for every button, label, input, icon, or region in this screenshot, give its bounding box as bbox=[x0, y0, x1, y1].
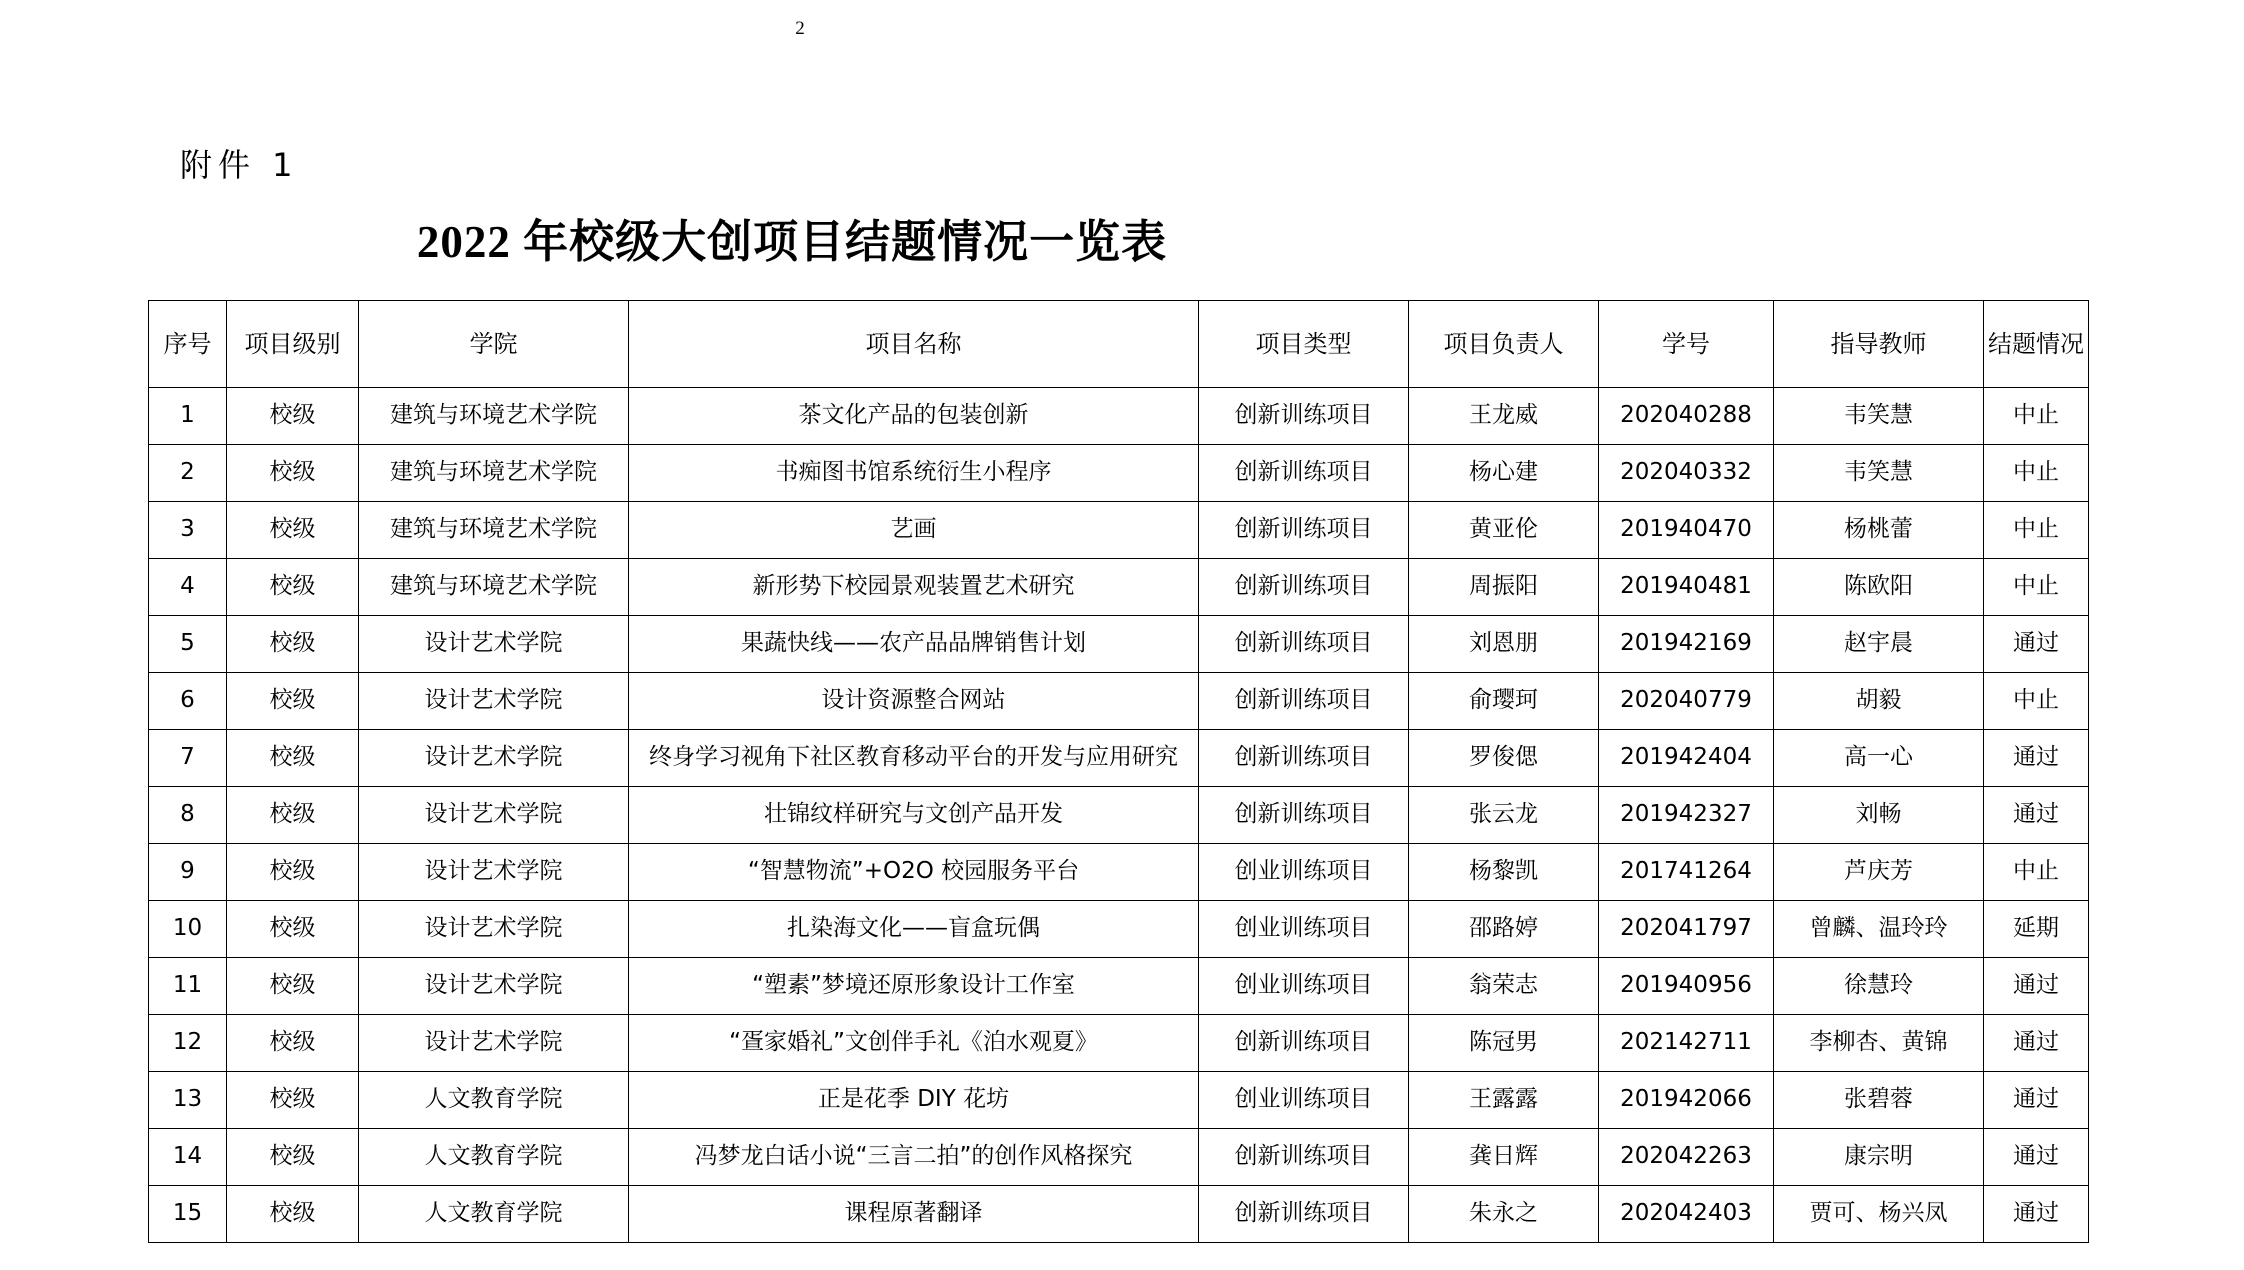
cell-student-id: 201942327 bbox=[1599, 787, 1774, 844]
cell-student-id: 202040779 bbox=[1599, 673, 1774, 730]
cell-project-name: 扎染海文化——盲盒玩偶 bbox=[629, 901, 1199, 958]
cell-project-type: 创新训练项目 bbox=[1199, 1186, 1409, 1243]
column-header-status: 结题情况 bbox=[1984, 301, 2089, 388]
cell-advisor: 赵宇晨 bbox=[1774, 616, 1984, 673]
cell-advisor: 贾可、杨兴凤 bbox=[1774, 1186, 1984, 1243]
cell-level: 校级 bbox=[227, 1186, 359, 1243]
table-row bbox=[149, 388, 2089, 445]
cell-advisor: 韦笑慧 bbox=[1774, 445, 1984, 502]
cell-college: 设计艺术学院 bbox=[359, 1015, 629, 1072]
cell-leader: 罗俊偲 bbox=[1409, 730, 1599, 787]
table-row bbox=[149, 1072, 2089, 1129]
cell-level: 校级 bbox=[227, 901, 359, 958]
cell-leader: 王露露 bbox=[1409, 1072, 1599, 1129]
cell-index: 14 bbox=[149, 1129, 227, 1186]
cell-project-type: 创新训练项目 bbox=[1199, 445, 1409, 502]
cell-leader: 陈冠男 bbox=[1409, 1015, 1599, 1072]
cell-project-type: 创新训练项目 bbox=[1199, 1015, 1409, 1072]
cell-leader: 黄亚伦 bbox=[1409, 502, 1599, 559]
cell-project-name: 果蔬快线——农产品品牌销售计划 bbox=[629, 616, 1199, 673]
cell-student-id: 201940470 bbox=[1599, 502, 1774, 559]
cell-status: 中止 bbox=[1984, 388, 2089, 445]
table-row bbox=[149, 1015, 2089, 1072]
cell-status: 中止 bbox=[1984, 502, 2089, 559]
cell-college: 建筑与环境艺术学院 bbox=[359, 445, 629, 502]
table-row bbox=[149, 559, 2089, 616]
cell-student-id: 202041797 bbox=[1599, 901, 1774, 958]
cell-index: 8 bbox=[149, 787, 227, 844]
cell-status: 中止 bbox=[1984, 445, 2089, 502]
cell-index: 7 bbox=[149, 730, 227, 787]
column-header-project-type: 项目类型 bbox=[1199, 301, 1409, 388]
cell-project-name: 艺画 bbox=[629, 502, 1199, 559]
cell-index: 15 bbox=[149, 1186, 227, 1243]
cell-index: 12 bbox=[149, 1015, 227, 1072]
table-row bbox=[149, 958, 2089, 1015]
cell-leader: 邵路婷 bbox=[1409, 901, 1599, 958]
cell-status: 中止 bbox=[1984, 673, 2089, 730]
table-row bbox=[149, 730, 2089, 787]
cell-student-id: 201940956 bbox=[1599, 958, 1774, 1015]
column-header-student-id: 学号 bbox=[1599, 301, 1774, 388]
table-row bbox=[149, 787, 2089, 844]
table-row bbox=[149, 445, 2089, 502]
cell-college: 设计艺术学院 bbox=[359, 673, 629, 730]
cell-project-type: 创业训练项目 bbox=[1199, 1072, 1409, 1129]
page-title-text: 2022 年校级大创项目结题情况一览表 bbox=[416, 217, 1168, 267]
attachment-label: 附件 1 bbox=[180, 146, 299, 184]
cell-project-type: 创新训练项目 bbox=[1199, 502, 1409, 559]
cell-leader: 龚日辉 bbox=[1409, 1129, 1599, 1186]
cell-level: 校级 bbox=[227, 1015, 359, 1072]
project-completion-table bbox=[148, 300, 2089, 1243]
cell-college: 设计艺术学院 bbox=[359, 730, 629, 787]
table-header-row bbox=[149, 301, 2089, 388]
cell-student-id: 201942169 bbox=[1599, 616, 1774, 673]
cell-status: 延期 bbox=[1984, 901, 2089, 958]
table-row bbox=[149, 502, 2089, 559]
cell-project-type: 创新训练项目 bbox=[1199, 616, 1409, 673]
cell-project-name: 冯梦龙白话小说“三言二拍”的创作风格探究 bbox=[629, 1129, 1199, 1186]
column-header-leader: 项目负责人 bbox=[1409, 301, 1599, 388]
cell-advisor: 胡毅 bbox=[1774, 673, 1984, 730]
cell-leader: 俞璎珂 bbox=[1409, 673, 1599, 730]
cell-level: 校级 bbox=[227, 730, 359, 787]
cell-level: 校级 bbox=[227, 673, 359, 730]
table-row bbox=[149, 1129, 2089, 1186]
cell-project-name: 茶文化产品的包装创新 bbox=[629, 388, 1199, 445]
cell-college: 设计艺术学院 bbox=[359, 901, 629, 958]
cell-advisor: 康宗明 bbox=[1774, 1129, 1984, 1186]
cell-level: 校级 bbox=[227, 958, 359, 1015]
cell-college: 设计艺术学院 bbox=[359, 616, 629, 673]
cell-college: 人文教育学院 bbox=[359, 1072, 629, 1129]
cell-index: 13 bbox=[149, 1072, 227, 1129]
cell-college: 建筑与环境艺术学院 bbox=[359, 502, 629, 559]
cell-index: 4 bbox=[149, 559, 227, 616]
cell-leader: 翁荣志 bbox=[1409, 958, 1599, 1015]
cell-status: 通过 bbox=[1984, 958, 2089, 1015]
cell-student-id: 201741264 bbox=[1599, 844, 1774, 901]
cell-leader: 杨黎凯 bbox=[1409, 844, 1599, 901]
cell-leader: 周振阳 bbox=[1409, 559, 1599, 616]
cell-college: 设计艺术学院 bbox=[359, 958, 629, 1015]
project-table-wrapper bbox=[148, 300, 2088, 1243]
cell-project-name: 课程原著翻译 bbox=[629, 1186, 1199, 1243]
cell-leader: 杨心建 bbox=[1409, 445, 1599, 502]
cell-project-name: 书痴图书馆系统衍生小程序 bbox=[629, 445, 1199, 502]
column-header-project-name: 项目名称 bbox=[629, 301, 1199, 388]
cell-student-id: 202142711 bbox=[1599, 1015, 1774, 1072]
cell-student-id: 201942404 bbox=[1599, 730, 1774, 787]
cell-advisor: 张碧蓉 bbox=[1774, 1072, 1984, 1129]
cell-index: 2 bbox=[149, 445, 227, 502]
column-header-level: 项目级别 bbox=[227, 301, 359, 388]
cell-advisor: 徐慧玲 bbox=[1774, 958, 1984, 1015]
cell-student-id: 202040288 bbox=[1599, 388, 1774, 445]
cell-leader: 刘恩朋 bbox=[1409, 616, 1599, 673]
cell-status: 通过 bbox=[1984, 1015, 2089, 1072]
table-row bbox=[149, 616, 2089, 673]
cell-student-id: 202042403 bbox=[1599, 1186, 1774, 1243]
cell-project-name: 新形势下校园景观装置艺术研究 bbox=[629, 559, 1199, 616]
cell-college: 人文教育学院 bbox=[359, 1129, 629, 1186]
cell-project-type: 创新训练项目 bbox=[1199, 673, 1409, 730]
cell-index: 1 bbox=[149, 388, 227, 445]
cell-level: 校级 bbox=[227, 1072, 359, 1129]
cell-advisor: 陈欧阳 bbox=[1774, 559, 1984, 616]
cell-advisor: 刘畅 bbox=[1774, 787, 1984, 844]
column-header-college: 学院 bbox=[359, 301, 629, 388]
cell-status: 通过 bbox=[1984, 1072, 2089, 1129]
cell-advisor: 韦笑慧 bbox=[1774, 388, 1984, 445]
cell-status: 通过 bbox=[1984, 616, 2089, 673]
cell-project-name: 壮锦纹样研究与文创产品开发 bbox=[629, 787, 1199, 844]
table-row bbox=[149, 1186, 2089, 1243]
cell-level: 校级 bbox=[227, 445, 359, 502]
cell-college: 建筑与环境艺术学院 bbox=[359, 559, 629, 616]
cell-level: 校级 bbox=[227, 844, 359, 901]
cell-advisor: 李柳杏、黄锦 bbox=[1774, 1015, 1984, 1072]
cell-project-type: 创新训练项目 bbox=[1199, 388, 1409, 445]
cell-level: 校级 bbox=[227, 559, 359, 616]
cell-project-name: 终身学习视角下社区教育移动平台的开发与应用研究 bbox=[629, 730, 1199, 787]
cell-status: 通过 bbox=[1984, 1129, 2089, 1186]
cell-status: 中止 bbox=[1984, 559, 2089, 616]
cell-student-id: 201940481 bbox=[1599, 559, 1774, 616]
page-title bbox=[0, 205, 2244, 270]
cell-college: 设计艺术学院 bbox=[359, 844, 629, 901]
cell-index: 9 bbox=[149, 844, 227, 901]
cell-advisor: 芦庆芳 bbox=[1774, 844, 1984, 901]
cell-level: 校级 bbox=[227, 502, 359, 559]
cell-level: 校级 bbox=[227, 787, 359, 844]
cell-status: 通过 bbox=[1984, 787, 2089, 844]
column-header-index: 序号 bbox=[149, 301, 227, 388]
cell-leader: 王龙威 bbox=[1409, 388, 1599, 445]
cell-student-id: 202042263 bbox=[1599, 1129, 1774, 1186]
cell-advisor: 高一心 bbox=[1774, 730, 1984, 787]
cell-project-type: 创新训练项目 bbox=[1199, 559, 1409, 616]
page-number: 2 bbox=[795, 18, 805, 39]
cell-index: 10 bbox=[149, 901, 227, 958]
cell-index: 6 bbox=[149, 673, 227, 730]
cell-status: 中止 bbox=[1984, 844, 2089, 901]
cell-leader: 朱永之 bbox=[1409, 1186, 1599, 1243]
cell-level: 校级 bbox=[227, 1129, 359, 1186]
cell-advisor: 曾麟、温玲玲 bbox=[1774, 901, 1984, 958]
cell-project-type: 创新训练项目 bbox=[1199, 730, 1409, 787]
cell-project-type: 创业训练项目 bbox=[1199, 958, 1409, 1015]
cell-student-id: 201942066 bbox=[1599, 1072, 1774, 1129]
cell-index: 3 bbox=[149, 502, 227, 559]
cell-index: 11 bbox=[149, 958, 227, 1015]
cell-college: 设计艺术学院 bbox=[359, 787, 629, 844]
cell-project-name: “智慧物流”+O2O 校园服务平台 bbox=[629, 844, 1199, 901]
cell-project-name: “疍家婚礼”文创伴手礼《泊水观夏》 bbox=[629, 1015, 1199, 1072]
cell-status: 通过 bbox=[1984, 730, 2089, 787]
cell-level: 校级 bbox=[227, 388, 359, 445]
cell-college: 建筑与环境艺术学院 bbox=[359, 388, 629, 445]
cell-project-name: “塑素”梦境还原形象设计工作室 bbox=[629, 958, 1199, 1015]
cell-student-id: 202040332 bbox=[1599, 445, 1774, 502]
cell-advisor: 杨桃蕾 bbox=[1774, 502, 1984, 559]
table-row bbox=[149, 844, 2089, 901]
column-header-advisor: 指导教师 bbox=[1774, 301, 1984, 388]
table-row bbox=[149, 673, 2089, 730]
cell-project-name: 正是花季 DIY 花坊 bbox=[629, 1072, 1199, 1129]
table-row bbox=[149, 901, 2089, 958]
cell-status: 通过 bbox=[1984, 1186, 2089, 1243]
cell-college: 人文教育学院 bbox=[359, 1186, 629, 1243]
cell-level: 校级 bbox=[227, 616, 359, 673]
cell-project-name: 设计资源整合网站 bbox=[629, 673, 1199, 730]
cell-project-type: 创新训练项目 bbox=[1199, 787, 1409, 844]
cell-leader: 张云龙 bbox=[1409, 787, 1599, 844]
cell-project-type: 创业训练项目 bbox=[1199, 844, 1409, 901]
cell-project-type: 创新训练项目 bbox=[1199, 1129, 1409, 1186]
cell-index: 5 bbox=[149, 616, 227, 673]
cell-project-type: 创业训练项目 bbox=[1199, 901, 1409, 958]
